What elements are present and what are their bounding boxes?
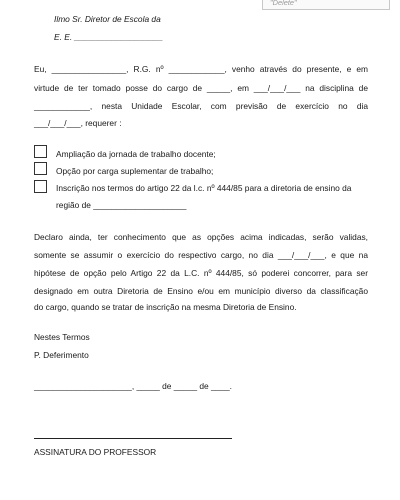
signature-line [34, 438, 232, 439]
request-line-4: ___/___/___, requerer : [34, 118, 122, 128]
date-location-line: _____________________, _____ de _____ de ____. [34, 381, 232, 391]
closing-nestes-termos: Nestes Termos [34, 332, 90, 342]
school-line: E. E. ___________________ [54, 32, 163, 42]
declaration-line-4: designado em outra Diretoria de Ensino e/ou em município diverso da classificação [34, 286, 368, 296]
delete-placeholder-tag: "Delete" [262, 0, 390, 10]
request-line-2: virtude de ter tomado posse do cargo de _____, em ___/___/___ na disciplina de [34, 83, 368, 93]
option-inscricao-region: região de ____________________ [56, 200, 187, 210]
closing-deferimento: P. Deferimento [34, 350, 89, 360]
option-carga-label: Opção por carga suplementar de trabalho; [56, 166, 214, 176]
request-line-1: Eu, ________________, R.G. nº ____________, venho através do presente, e em [34, 64, 368, 74]
declaration-line-3: hipótese de opção pelo Artigo 22 da L.C. nº 444/85, só poderei concorrer, para ser [34, 268, 368, 278]
option-ampliacao-label: Ampliação da jornada de trabalho docente; [56, 149, 216, 159]
declaration-line-1: Declaro ainda, ter conhecimento que as opções acima indicadas, serão validas, [34, 232, 368, 242]
request-line-3: ____________, nesta Unidade Escolar, com previsão de exercício no dia [34, 101, 368, 111]
signature-label: ASSINATURA DO PROFESSOR [34, 447, 157, 457]
option-inscricao-checkbox[interactable] [34, 180, 47, 193]
option-inscricao-label: Inscrição nos termos do artigo 22 da l.c. nº 444/85 para a diretoria de ensino da [56, 183, 352, 193]
addressee-line: Ilmo Sr. Diretor de Escola da [54, 14, 161, 24]
option-ampliacao-checkbox[interactable] [34, 145, 47, 158]
option-carga-checkbox[interactable] [34, 162, 47, 175]
declaration-line-5: do cargo, quando se tratar de inscrição na mesma Diretoria de Ensino. [34, 302, 297, 312]
declaration-line-2: somente se assumir o exercício do respectivo cargo, no dia ___/___/___, e que na [34, 250, 368, 260]
